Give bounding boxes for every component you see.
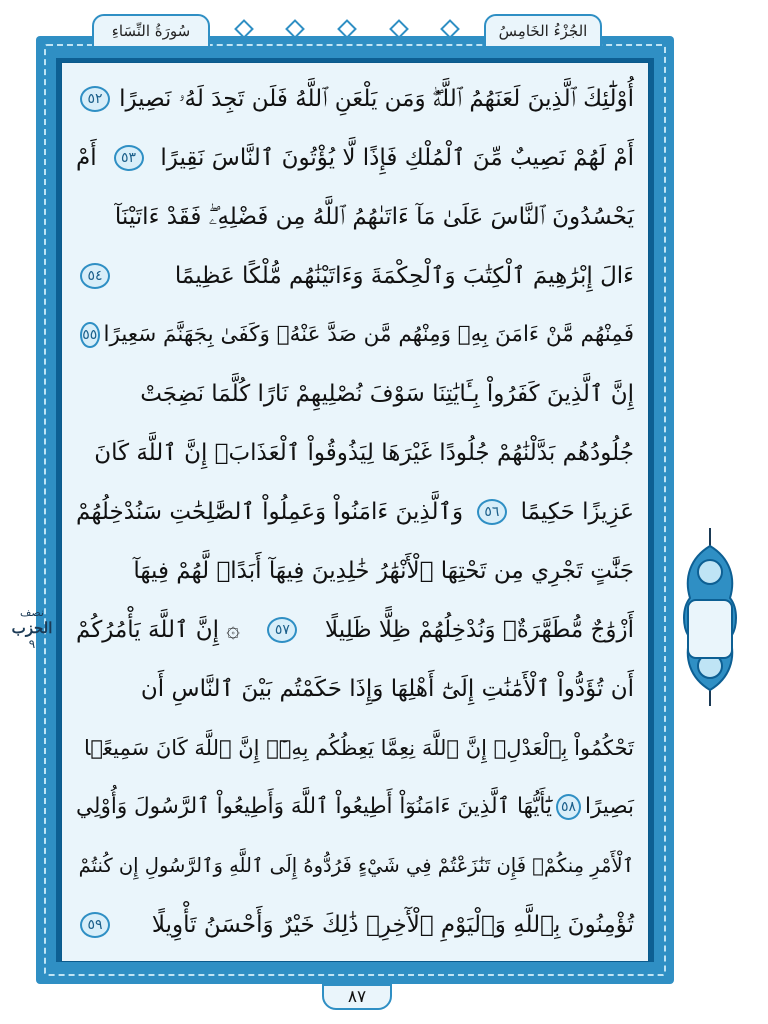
ayah-number-marker: ٥٩ <box>80 912 110 938</box>
text-line <box>76 427 634 479</box>
text-line <box>76 840 634 892</box>
text-line <box>76 486 634 538</box>
verse-text: فَمِنْهُم مَّنْ ءَامَنَ بِهِۦ وَمِنْهُم مَّن صَدَّ عَنْهُۚ وَكَفَىٰ بِجَهَنَّمَ سَعِيرًا <box>103 322 634 347</box>
verse-text: ءَالَ إِبْرَٰهِيمَ ٱلْكِتَٰبَ وَٱلْحِكْمَةَ وَءَاتَيْنَٰهُم مُّلْكًا عَظِيمًا <box>174 263 634 289</box>
ayah-number-marker: ٥٥ <box>80 322 100 348</box>
verse-text: جُلُودُهُم بَدَّلْنَٰهُمْ جُلُودًا غَيْرَهَا لِيَذُوقُواْ ٱلْعَذَابَۗ إِنَّ ٱللَّهَ كَانَ <box>94 440 634 466</box>
verse-text: أَمْ لَهُمْ نَصِيبٌ مِّنَ ٱلْمُلْكِ فَإِذًا لَّا يُؤْتُونَ ٱلنَّاسَ نَقِيرًا <box>160 145 634 171</box>
hizb-label <box>8 606 56 651</box>
page-number-tab <box>322 984 392 1010</box>
text-line <box>76 722 634 774</box>
verse-text: أَن تُؤَدُّواْ ٱلْأَمَٰنَٰتِ إِلَىٰٓ أَهْلِهَا وَإِذَا حَكَمْتُم بَيْنَ ٱلنَّاسِ أَن <box>140 676 634 702</box>
verse-text: بَصِيرًا <box>585 794 634 819</box>
quran-text-page <box>61 62 649 962</box>
text-line <box>76 132 634 184</box>
hizb-label-half: نصف <box>20 606 44 619</box>
ayah-number-marker: ٥٢ <box>80 86 110 112</box>
verse-text: يَٰٓأَيُّهَا ٱلَّذِينَ ءَامَنُوٓاْ أَطِيعُواْ ٱللَّهَ وَأَطِيعُواْ ٱلرَّسُولَ وَأُوْلِي <box>76 794 552 819</box>
page-number: ٨٧ <box>347 987 367 1007</box>
text-line <box>76 250 634 302</box>
verse-text: تَحْكُمُواْ بِٱلْعَدْلِۚ إِنَّ ٱللَّهَ نِعِمَّا يَعِظُكُم بِهِۦٓۗ إِنَّ ٱللَّهَ كَانَ سَمِيعًۢا <box>84 736 634 760</box>
ornament-diamond-icon <box>234 19 254 39</box>
verse-text: أُوْلَٰٓئِكَ ٱلَّذِينَ لَعَنَهُمُ ٱللَّهُۖ وَمَن يَلْعَنِ ٱللَّهُ فَلَن تَجِدَ لَهُۥ نَصِيرًا <box>119 86 634 112</box>
text-line <box>76 781 634 833</box>
ayah-number-marker: ٥٧ <box>267 617 297 643</box>
hizb-label-number: ٩ <box>28 637 36 651</box>
verse-text: جَنَّٰتٍ تَجْرِي مِن تَحْتِهَا ٱلْأَنْهَٰرُ خَٰلِدِينَ فِيهَآ أَبَدًاۖ لَّهُمْ فِيهَآ <box>133 558 634 584</box>
verse-text: تُؤْمِنُونَ بِٱللَّهِ وَٱلْيَوْمِ ٱلْأٓخِرِۚ ذَٰلِكَ خَيْرٌ وَأَحْسَنُ تَأْوِيلًا <box>151 912 634 938</box>
verse-text: عَزِيزًا حَكِيمًا <box>520 499 634 525</box>
verse-text: أَمْ <box>76 145 97 171</box>
text-line <box>76 899 634 951</box>
ornament-diamond-icon <box>285 19 305 39</box>
text-lines <box>76 73 634 951</box>
ayah-number-marker: ٥٤ <box>80 263 110 289</box>
text-line <box>76 545 634 597</box>
text-line <box>76 663 634 715</box>
juz-name-tab <box>484 14 602 48</box>
verse-text: وَٱلَّذِينَ ءَامَنُواْ وَعَمِلُواْ ٱلصَّٰلِحَٰتِ سَنُدْخِلُهُمْ <box>76 499 464 525</box>
verse-text: إِنَّ ٱلَّذِينَ كَفَرُواْ بِـَٔايَٰتِنَا سَوْفَ نُصْلِيهِمْ نَارًا كُلَّمَا نَضِجَتْ <box>140 381 634 407</box>
ornament-diamond-icon <box>337 19 357 39</box>
text-line <box>76 73 634 125</box>
hizb-medallion-icon <box>680 528 740 706</box>
juz-name: الجُزْءُ الخَامِسُ <box>498 22 588 40</box>
hizb-label-hizb: الحزب <box>11 619 53 637</box>
text-line <box>76 191 634 243</box>
hizb-marker <box>680 528 740 706</box>
verse-text: ٱلْأَمْرِ مِنكُمْۖ فَإِن تَنَٰزَعْتُمْ فِي شَيْءٍ فَرُدُّوهُ إِلَى ٱللَّهِ وَٱلرَّسُولِ إِن كُنتُمْ <box>78 854 634 877</box>
header-ornament <box>218 22 476 36</box>
ayah-number-marker: ٥٦ <box>477 499 507 525</box>
text-line <box>76 604 634 656</box>
text-line <box>76 368 634 420</box>
ornament-diamond-icon <box>440 19 460 39</box>
ayah-number-marker: ٥٨ <box>556 794 581 820</box>
text-line <box>76 309 634 361</box>
ornament-diamond-icon <box>389 19 409 39</box>
ayah-number-marker: ٥٣ <box>114 145 144 171</box>
verse-text: يَحْسُدُونَ ٱلنَّاسَ عَلَىٰ مَآ ءَاتَىٰهُمُ ٱللَّهُ مِن فَضْلِهِۦۖ فَقَدْ ءَاتَيْنَآ <box>114 204 634 230</box>
verse-text: ۞ إِنَّ ٱللَّهَ يَأْمُرُكُمْ <box>76 617 240 643</box>
surah-name: سُورَةُ النِّسَاءِ <box>111 22 191 40</box>
verse-text: أَزْوَٰجٌ مُّطَهَّرَةٌۖ وَنُدْخِلُهُمْ ظِلًّا ظَلِيلًا <box>325 617 634 643</box>
surah-name-tab <box>92 14 210 48</box>
